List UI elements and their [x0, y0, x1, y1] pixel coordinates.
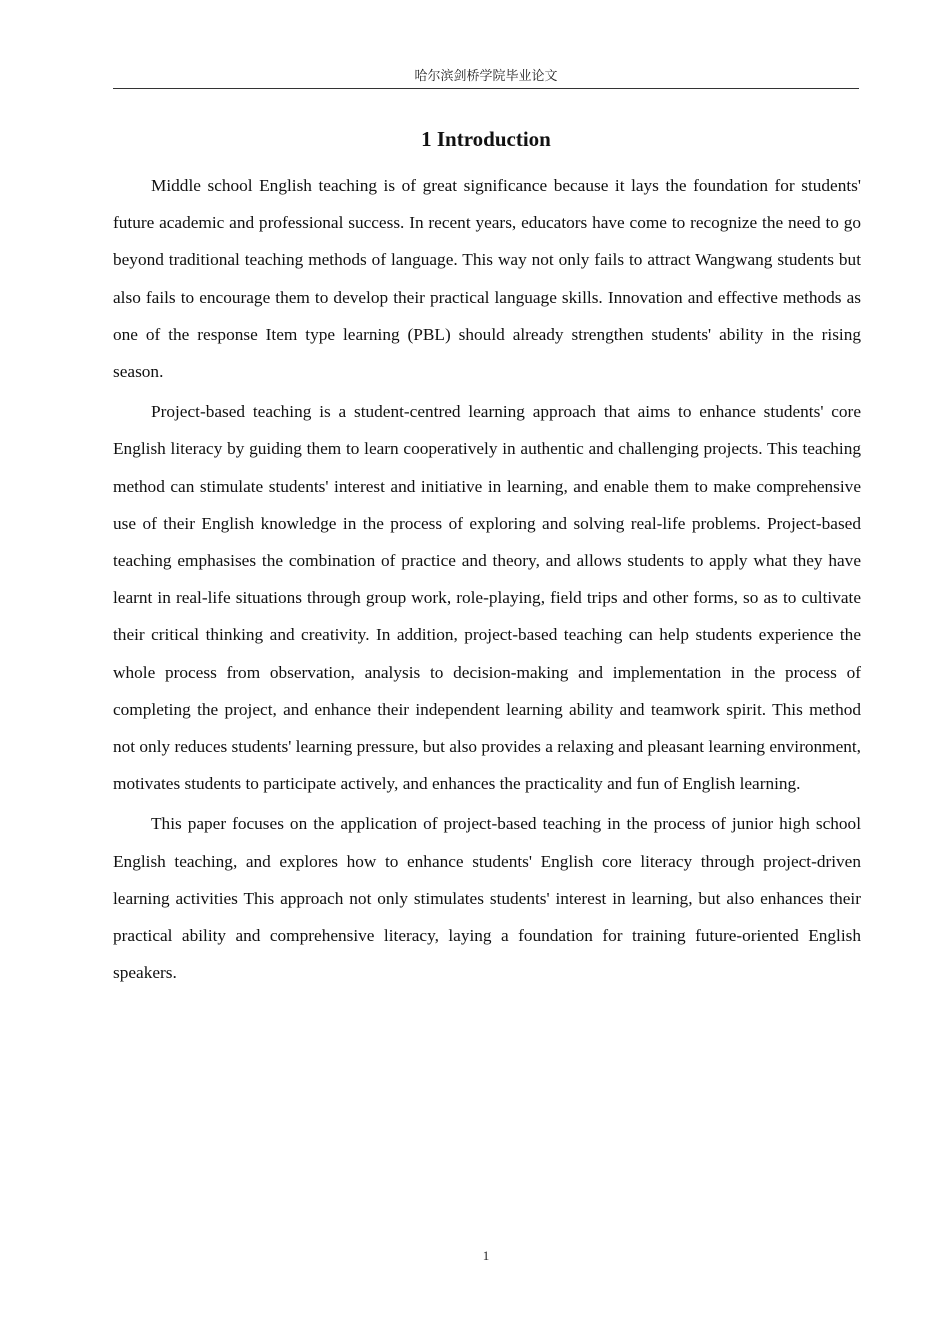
institution-title: 哈尔滨剑桥学院毕业论文: [414, 68, 558, 83]
paragraph-paper-focus: This paper focuses on the application of project-based teaching in the process of junior high school English teaching, and explores how to enhance students' English core literacy through project-driven learning activities This approach not only stimulates students' interest in learning, but also enhances their practical ability and comprehensive literacy, laying a foundation for training future-oriented English speakers.: [113, 814, 861, 983]
section-heading: 1 Introduction: [421, 127, 551, 151]
page-number: 1: [482, 1248, 490, 1263]
paragraph-intro: Middle school English teaching is of great significance because it lays the foundation for students' future academic and professional success. In recent years, educators have come to recognize the need to go beyond traditional teaching methods of language. This way not only fails to attract Wangwang students but also fails to encourage them to develop their practical language skills. Innovation and effective methods as one of the response Item type learning (PBL) should already strengthen students' ability in the rising season.: [113, 176, 861, 382]
body-text: [113, 167, 861, 994]
paragraph-project-based-teaching: Project-based teaching is a student-centred learning approach that aims to enhance students' core English literacy by guiding them to learn cooperatively in authentic and challenging projects. This teaching method can stimulate students' interest and initiative in learning, and enable them to make comprehensive use of their English knowledge in the process of exploring and solving real-life problems. Project-based teaching emphasises the combination of practice and theory, and allows students to apply what they have learnt in real-life situations through group work, role-playing, field trips and other forms, so as to cultivate their critical thinking and creativity. In addition, project-based teaching can help students experience the whole process from observation, analysis to decision-making and implementation in the process of completing the project, and enhance their independent learning ability and teamwork spirit. This method not only reduces students' learning pressure, but also provides a relaxing and pleasant learning environment, motivates students to participate actively, and enhances the practicality and fun of English learning.: [113, 402, 861, 794]
page-header: [113, 66, 859, 89]
